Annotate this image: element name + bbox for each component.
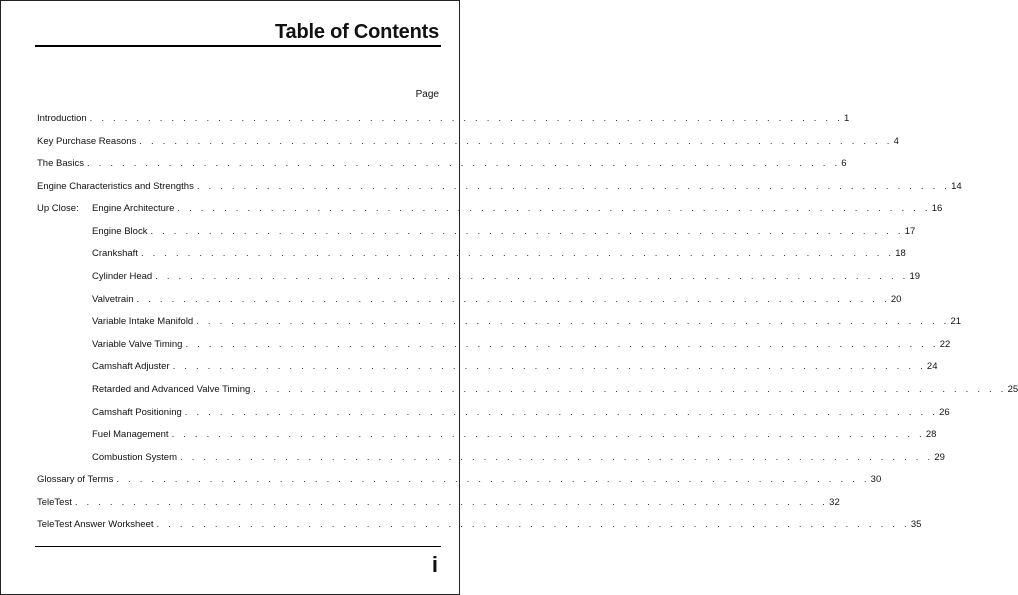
toc-entry-label: Engine Architecture [92,202,177,216]
toc-entry-label: Variable Valve Timing [92,338,185,352]
dot-leader: . . . . . . . . . . . . . . . . . . . . . . . . . . . . . . . . . . . . . . . . . . . . . . . . . . . . . . . . . . . . . . . . . [171,429,925,440]
toc-entry-engine-characteristics[interactable] [1,180,962,194]
toc-entry-page: 25 [1007,384,1018,395]
toc-entry-page: 1 [843,113,850,124]
toc-entry-label: Variable Intake Manifold [92,315,196,329]
dot-leader: . . . . . . . . . . . . . . . . . . . . . . . . . . . . . . . . . . . . . . . . . . . . . . . . . . . . . . . . . . . . . . . . . [150,226,904,237]
toc-entry-label: Camshaft Adjuster [92,360,173,374]
toc-entry-key-purchase-reasons[interactable] [1,135,899,149]
dot-leader: . . . . . . . . . . . . . . . . . . . . . . . . . . . . . . . . . . . . . . . . . . . . . . . . . . . . . . . . . . . . . . . . . [196,316,950,327]
dot-leader: . . . . . . . . . . . . . . . . . . . . . . . . . . . . . . . . . . . . . . . . . . . . . . . . . . . . . . . . . . . . . . . . . [89,113,843,124]
toc-entry-glossary[interactable] [1,473,882,487]
dot-leader: . . . . . . . . . . . . . . . . . . . . . . . . . . . . . . . . . . . . . . . . . . . . . . . . . . . . . . . . . . . . . . . . . [155,271,909,282]
toc-entry-fuel-management[interactable] [1,428,937,442]
toc-entry-label: Engine Characteristics and Strengths [37,180,197,194]
toc-entry-page: 14 [951,181,962,192]
page-column-header: Page [415,89,439,100]
toc-entry-label: Retarded and Advanced Valve Timing [92,383,253,397]
toc-entry-variable-intake-manifold[interactable] [1,315,962,329]
toc-entry-page: 35 [910,519,922,530]
toc-entry-page: 4 [893,136,899,147]
toc-entry-page: 20 [890,294,902,305]
dot-leader: . . . . . . . . . . . . . . . . . . . . . . . . . . . . . . . . . . . . . . . . . . . . . . . . . . . . . . . . . . . . . . . . . [116,474,870,485]
toc-entry-page: 17 [904,226,916,237]
dot-leader: . . . . . . . . . . . . . . . . . . . . . . . . . . . . . . . . . . . . . . . . . . . . . . . . . . . . . . . . . . . . . . . . . [177,203,931,214]
toc-entry-page: 18 [895,248,906,259]
toc-entry-page: 26 [939,407,950,418]
toc-entry-teletest[interactable] [1,496,840,510]
dot-leader: . . . . . . . . . . . . . . . . . . . . . . . . . . . . . . . . . . . . . . . . . . . . . . . . . . . . . . . . . . . . . . . . . [196,181,951,192]
dot-leader: . . . . . . . . . . . . . . . . . . . . . . . . . . . . . . . . . . . . . . . . . . . . . . . . . . . . . . . . . . . . . . . . . [185,339,939,350]
title-rule [35,45,441,47]
toc-entry-retarded-advanced-timing[interactable] [1,383,1018,397]
toc-entry-label: Fuel Management [92,428,172,442]
toc-entry-page: 30 [870,474,882,485]
toc-entry-camshaft-positioning[interactable] [1,406,950,420]
toc-entry-page: 6 [841,158,847,169]
toc-entry-page: 19 [909,271,921,282]
toc-entry-page: 28 [925,429,937,440]
toc-entry-teletest-answer-worksheet[interactable] [1,518,922,532]
toc-entry-label: Cylinder Head [92,270,155,284]
toc-entry-page: 32 [829,497,840,508]
toc-entry-label: Introduction [37,112,90,126]
toc-entry-cylinder-head[interactable] [1,270,921,284]
toc-entry-label: Crankshaft [92,247,141,261]
toc-entry-camshaft-adjuster[interactable] [1,360,938,374]
dot-leader: . . . . . . . . . . . . . . . . . . . . . . . . . . . . . . . . . . . . . . . . . . . . . . . . . . . . . . . . . . . . . . . . . [184,407,939,418]
toc-entry-label: TeleTest Answer Worksheet [37,518,157,532]
dot-leader: . . . . . . . . . . . . . . . . . . . . . . . . . . . . . . . . . . . . . . . . . . . . . . . . . . . . . . . . . . . . . . . . . [180,452,934,463]
toc-entry-label: Glossary of Terms [37,473,116,487]
footer-rule [35,546,441,547]
dot-leader: . . . . . . . . . . . . . . . . . . . . . . . . . . . . . . . . . . . . . . . . . . . . . . . . . . . . . . . . . . . . . . . . . [87,158,841,169]
toc-entry-label: Key Purchase Reasons [37,135,139,149]
toc-entry-variable-valve-timing[interactable] [1,338,951,352]
dot-leader: . . . . . . . . . . . . . . . . . . . . . . . . . . . . . . . . . . . . . . . . . . . . . . . . . . . . . . . . . . . . . . . . . [156,519,910,530]
dot-leader: . . . . . . . . . . . . . . . . . . . . . . . . . . . . . . . . . . . . . . . . . . . . . . . . . . . . . . . . . . . . . . . . . [136,294,890,305]
toc-entry-crankshaft[interactable] [1,247,906,261]
toc-entry-engine-block[interactable] [1,225,916,239]
toc-entry-engine-architecture[interactable] [1,202,943,216]
toc-entry-introduction[interactable] [1,112,850,126]
toc-entry-valvetrain[interactable] [1,293,902,307]
toc-entry-page: 24 [926,361,938,372]
dot-leader: . . . . . . . . . . . . . . . . . . . . . . . . . . . . . . . . . . . . . . . . . . . . . . . . . . . . . . . . . . . . . . . . . [140,248,895,259]
toc-entry-label: Engine Block [92,225,150,239]
toc-entry-label: The Basics [37,157,87,171]
dot-leader: . . . . . . . . . . . . . . . . . . . . . . . . . . . . . . . . . . . . . . . . . . . . . . . . . . . . . . . . . . . . . . . . . [74,497,829,508]
up-close-label: Up Close: [37,203,79,214]
toc-entry-page: 22 [939,339,951,350]
toc-entry-page: 29 [934,452,945,463]
dot-leader: . . . . . . . . . . . . . . . . . . . . . . . . . . . . . . . . . . . . . . . . . . . . . . . . . . . . . . . . . . . . . . . . . [172,361,926,372]
toc-entry-label: Combustion System [92,451,180,465]
toc-entry-page: 16 [931,203,943,214]
toc-entry-label: Valvetrain [92,293,137,307]
toc-entry-label: Camshaft Positioning [92,406,185,420]
toc-entry-combustion-system[interactable] [1,451,945,465]
dot-leader: . . . . . . . . . . . . . . . . . . . . . . . . . . . . . . . . . . . . . . . . . . . . . . . . . . . . . . . . . . . . . . . . . [139,136,893,147]
dot-leader: . . . . . . . . . . . . . . . . . . . . . . . . . . . . . . . . . . . . . . . . . . . . . . . . . . . . . . . . . . . . . . . . . [253,384,1007,395]
toc-entry-label: TeleTest [37,496,75,510]
page-title: Table of Contents [274,21,439,43]
toc-entry-the-basics[interactable] [1,157,847,171]
toc-entry-page: 21 [950,316,962,327]
page-number-folio: i [431,552,438,577]
